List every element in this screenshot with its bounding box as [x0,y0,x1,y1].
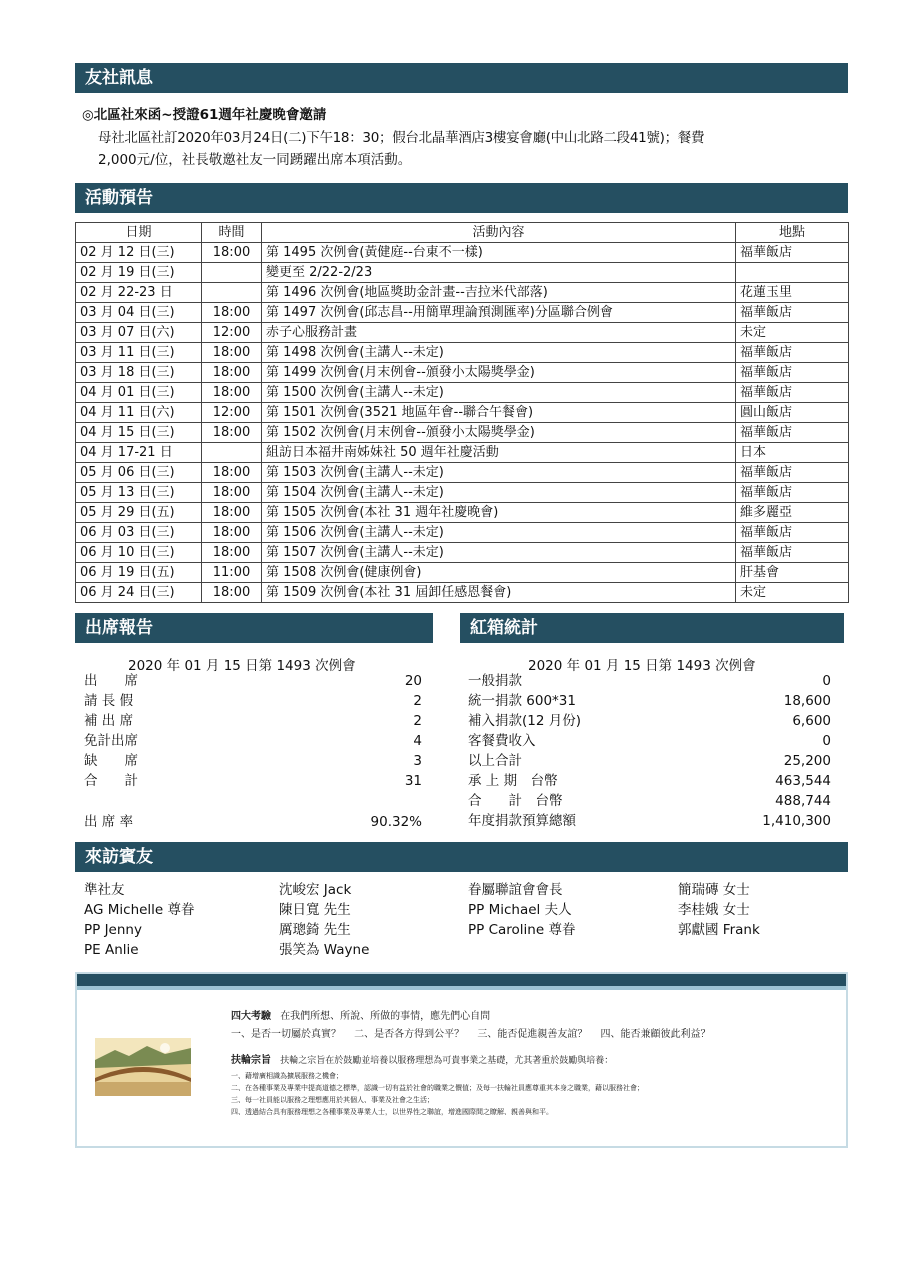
attendance-row [84,691,422,711]
cell-location: 福華飯店 [736,303,849,323]
cell-location: 花蓮玉里 [736,283,849,303]
object-title: 扶輪宗旨 [231,1055,271,1066]
guest-name: AG Michelle 尊眷 [84,902,195,918]
cell-time: 18:00 [202,523,262,543]
cell-location [736,263,849,283]
event-schedule-table [75,222,849,603]
guest-name: 李桂娥 女士 [678,902,750,918]
attendance-value: 31 [404,773,422,789]
four-way-intro: 在我們所想、所說、所做的事情，應先們心自問 [280,1011,491,1022]
attendance-row [84,751,422,771]
cell-time: 18:00 [202,363,262,383]
cell-date: 04 月 15 日(三) [76,423,202,443]
attendance-label: 補 出 席 [84,713,134,729]
guest-name: PP Jenny [84,922,142,938]
cell-location: 福華飯店 [736,343,849,363]
red-box-row [468,751,831,771]
table-header-row [76,223,849,243]
cell-time: 12:00 [202,403,262,423]
cell-time [202,283,262,303]
section-header-events: 活動預告 [75,183,848,213]
footer-divider-bar [77,974,846,986]
attendance-value: 20 [404,673,422,689]
cell-date: 06 月 03 日(三) [76,523,202,543]
cell-location: 肝基會 [736,563,849,583]
four-way-items: 一、是否一切屬於真實？ 二、是否各方得到公平？ 三、能否促進親善友誼？ 四、能否兼顧彼此利益？ [231,1029,711,1040]
cell-location: 福華飯店 [736,523,849,543]
cell-time: 18:00 [202,303,262,323]
table-row [76,343,849,363]
cell-date: 04 月 17-21 日 [76,443,202,463]
attendance-row [84,711,422,731]
cell-date: 06 月 19 日(五) [76,563,202,583]
cell-date: 02 月 12 日(三) [76,243,202,263]
cell-activity: 第 1496 次例會(地區獎助金計畫--吉拉米代部落) [262,283,736,303]
table-row [76,283,849,303]
guest-name: 厲璁錡 先生 [279,922,351,938]
guest-name: 眷屬聯誼會會長 [468,882,563,898]
red-box-value: 0 [822,733,831,749]
cell-activity: 組訪日本福井南姊妹社 50 週年社慶活動 [262,443,736,463]
cell-location: 圓山飯店 [736,403,849,423]
cell-time: 12:00 [202,323,262,343]
cell-time: 18:00 [202,543,262,563]
cell-activity: 第 1500 次例會(主講人--未定) [262,383,736,403]
cell-time: 18:00 [202,343,262,363]
cell-location: 福華飯店 [736,463,849,483]
attendance-rate-row [84,812,422,832]
cell-activity: 第 1507 次例會(主講人--未定) [262,543,736,563]
red-box-label: 補入捐款(12 月份) [468,713,582,729]
red-box-label: 以上合計 [468,753,522,769]
cell-date: 05 月 06 日(三) [76,463,202,483]
attendance-value: 4 [413,733,422,749]
red-box-title: 2020 年 01 月 15 日第 1493 次例會 [528,658,756,674]
cell-date: 03 月 07 日(六) [76,323,202,343]
cell-date: 04 月 01 日(三) [76,383,202,403]
news-title: ◎北區社來函~授證61週年社慶晚會邀請 [82,107,327,123]
cell-time: 18:00 [202,243,262,263]
cell-activity: 第 1508 次例會(健康例會) [262,563,736,583]
cell-time: 18:00 [202,383,262,403]
attendance-label: 請 長 假 [84,693,134,709]
attendance-rate-label: 出 席 率 [84,814,134,830]
cell-activity: 第 1501 次例會(3521 地區年會--聯合午餐會) [262,403,736,423]
table-row [76,503,849,523]
cell-activity: 變更至 2/22-2/23 [262,263,736,283]
cell-activity: 第 1499 次例會(月末例會--頒發小太陽獎學金) [262,363,736,383]
guest-name: 準社友 [84,882,125,898]
guest-name: 郭獻國 Frank [678,922,760,938]
guest-name: 沈峻宏 Jack [279,882,352,898]
attendance-label: 合 計 [84,773,138,789]
cell-time: 18:00 [202,483,262,503]
guest-name: PP Michael 夫人 [468,902,572,918]
red-box-value: 488,744 [775,793,831,809]
red-box-value: 25,200 [783,753,831,769]
attendance-row [84,731,422,751]
col-header-date: 日期 [76,223,202,243]
cell-time: 18:00 [202,503,262,523]
attendance-row [84,671,422,691]
cell-location: 福華飯店 [736,363,849,383]
red-box-value: 6,600 [792,713,831,729]
footer-divider-accent [77,986,846,990]
table-row [76,483,849,503]
red-box-label: 統一捐款 600*31 [468,693,576,709]
table-row [76,263,849,283]
attendance-value: 3 [413,753,422,769]
cell-date: 03 月 11 日(三) [76,343,202,363]
red-box-row [468,671,831,691]
four-way-title: 四大考驗 [231,1011,271,1022]
cell-activity: 第 1495 次例會(黃健庭--台東不一樣) [262,243,736,263]
red-box-row [468,731,831,751]
table-row [76,423,849,443]
red-box-value: 0 [822,673,831,689]
cell-activity: 第 1503 次例會(主講人--未定) [262,463,736,483]
attendance-title: 2020 年 01 月 15 日第 1493 次例會 [128,658,356,674]
section-header-club-news: 友社訊息 [75,63,848,93]
cell-time [202,263,262,283]
red-box-label: 合 計 台幣 [468,793,563,809]
attendance-rate-value: 90.32% [370,814,422,830]
cell-activity: 第 1504 次例會(主講人--未定) [262,483,736,503]
cell-date: 06 月 10 日(三) [76,543,202,563]
col-header-time: 時間 [202,223,262,243]
table-row [76,583,849,603]
cell-time: 18:00 [202,423,262,443]
table-row [76,563,849,583]
cell-time: 18:00 [202,463,262,483]
cell-activity: 第 1497 次例會(邱志昌--用簡單理論預測匯率)分區聯合例會 [262,303,736,323]
guest-name: PE Anlie [84,942,139,958]
cell-date: 06 月 24 日(三) [76,583,202,603]
table-row [76,323,849,343]
attendance-row [84,771,422,791]
guest-name: 簡瑞磚 女士 [678,882,750,898]
red-box-row [468,771,831,791]
attendance-value: 2 [413,693,422,709]
cell-time: 11:00 [202,563,262,583]
news-line-2: 2,000元/位，社長敬邀社友一同踴躍出席本項活動。 [98,152,412,168]
col-header-location: 地點 [736,223,849,243]
cell-activity: 第 1506 次例會(主講人--未定) [262,523,736,543]
cell-time [202,443,262,463]
table-row [76,363,849,383]
red-box-row [468,811,831,831]
table-row [76,463,849,483]
cell-date: 05 月 29 日(五) [76,503,202,523]
table-row [76,403,849,423]
red-box-label: 承 上 期 台幣 [468,773,558,789]
cell-date: 02 月 19 日(三) [76,263,202,283]
table-row [76,523,849,543]
object-item-2: 二、在各種事業及專業中提高道德之標準，認識一切有益於社會的職業之價值；及每一扶輪社員應尊重其本身之職業，藉以服務社會； [231,1084,644,1092]
red-box-value: 1,410,300 [762,813,831,829]
cell-activity: 第 1502 次例會(月末例會--頒發小太陽獎學金) [262,423,736,443]
cell-activity: 第 1509 次例會(本社 31 屆卸任感恩餐會) [262,583,736,603]
red-box-label: 一般捐款 [468,673,522,689]
cell-date: 05 月 13 日(三) [76,483,202,503]
cell-activity: 赤子心服務計畫 [262,323,736,343]
cell-location: 福華飯店 [736,383,849,403]
guest-name: 張笑為 Wayne [279,942,370,958]
object-intro: 扶輪之宗旨在於鼓勵並培養以服務理想為可貴事業之基礎，尤其著重於鼓勵與培養： [280,1056,614,1066]
rotary-principles-box [75,972,848,1148]
cell-date: 04 月 11 日(六) [76,403,202,423]
cell-date: 02 月 22-23 日 [76,283,202,303]
cell-location: 日本 [736,443,849,463]
guest-name: PP Caroline 尊眷 [468,922,576,938]
cell-location: 福華飯店 [736,423,849,443]
section-header-guests: 來訪賓友 [75,842,848,872]
four-way-test [231,1010,490,1023]
table-row [76,543,849,563]
section-header-attendance: 出席報告 [75,613,433,643]
attendance-label: 免計出席 [84,733,138,749]
section-header-red-box: 紅箱統計 [460,613,844,643]
red-box-row [468,691,831,711]
table-row [76,383,849,403]
object-item-4: 四、透過結合具有服務理想之各種事業及專業人士，以世界性之聯誼，增進國際間之瞭解、親善與和平。 [231,1108,553,1116]
col-header-activity: 活動內容 [262,223,736,243]
table-row [76,443,849,463]
attendance-label: 缺 席 [84,753,138,769]
red-box-row [468,791,831,811]
red-box-label: 年度捐款預算總額 [468,813,576,829]
cell-location: 維多麗亞 [736,503,849,523]
cell-activity: 第 1498 次例會(主講人--未定) [262,343,736,363]
cell-location: 未定 [736,583,849,603]
object-item-3: 三、每一社員能以服務之理想應用於其個人、事業及社會之生活； [231,1096,434,1104]
cell-time: 18:00 [202,583,262,603]
rotary-object [231,1054,613,1068]
news-line-1: 母社北區社訂2020年03月24日(二)下午18：30；假台北晶華酒店3樓宴會廳(中山北路二段41號)；餐費 [98,130,705,146]
attendance-label: 出 席 [84,673,138,689]
cell-location: 未定 [736,323,849,343]
cell-location: 福華飯店 [736,243,849,263]
bridge-scenery-image [95,1038,191,1096]
attendance-value: 2 [413,713,422,729]
red-box-value: 463,544 [775,773,831,789]
guest-name: 陳日寬 先生 [279,902,351,918]
red-box-row [468,711,831,731]
cell-date: 03 月 18 日(三) [76,363,202,383]
table-row [76,303,849,323]
object-item-1: 一、藉增廣相識為擴展服務之機會； [231,1072,343,1080]
cell-location: 福華飯店 [736,543,849,563]
red-box-value: 18,600 [783,693,831,709]
cell-location: 福華飯店 [736,483,849,503]
table-row [76,243,849,263]
cell-date: 03 月 04 日(三) [76,303,202,323]
cell-activity: 第 1505 次例會(本社 31 週年社慶晚會) [262,503,736,523]
red-box-label: 客餐費收入 [468,733,536,749]
